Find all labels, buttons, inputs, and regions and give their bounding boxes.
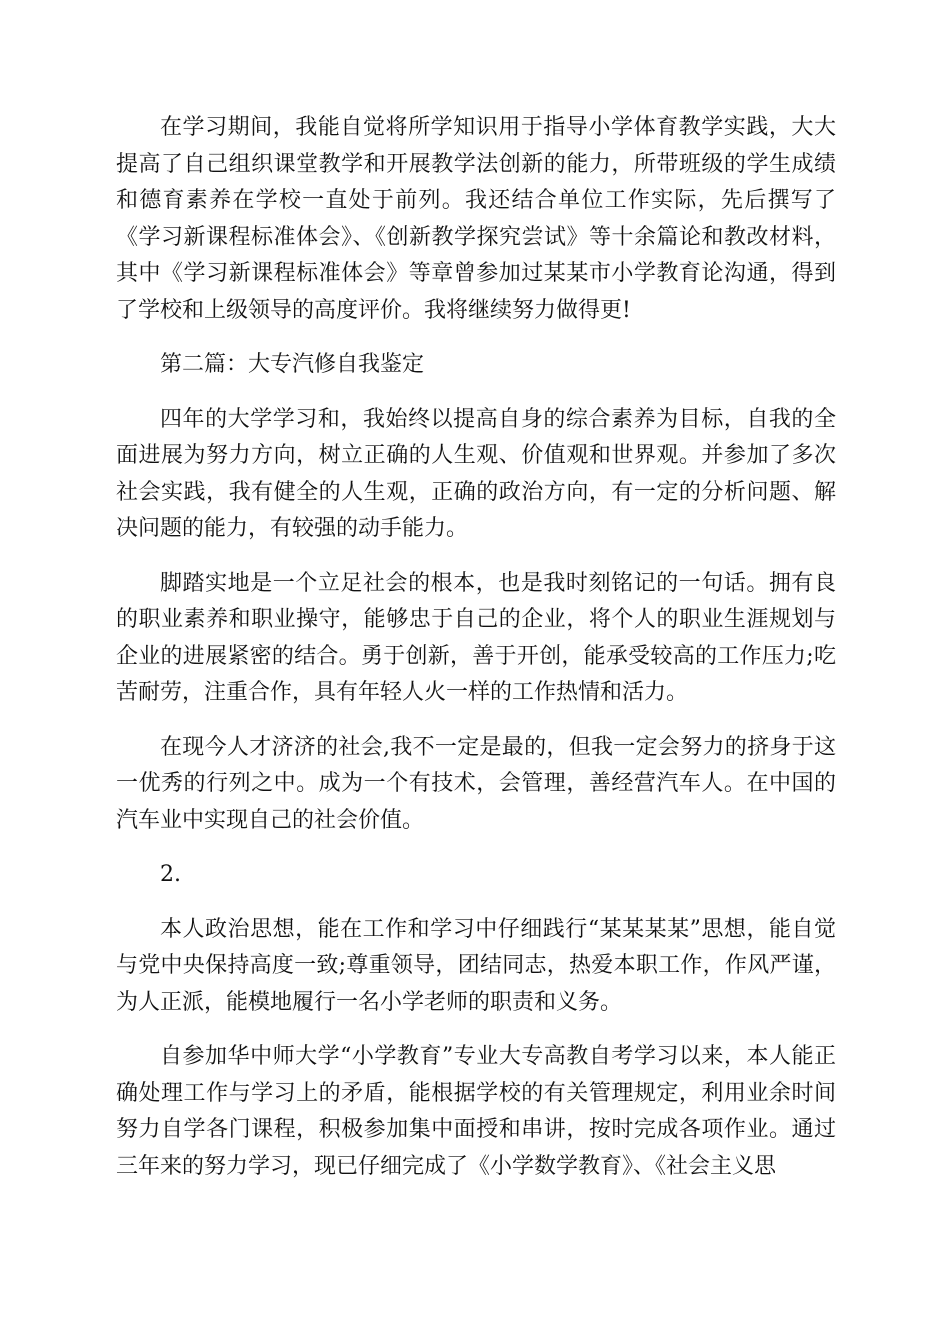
document-page	[116, 110, 836, 1185]
section-number-2: 2.	[160, 862, 181, 887]
paragraph-professional-attitude: 脚踏实地是一个立足社会的根本，也是我时刻铭记的一句话。拥有良的职业素养和职业操守，能够忠于自己的企业，将个人的职业生涯规划与企业的进展紧密的结合。勇于创新，善于开创，能承受较高的工作压力;吃苦耐劳，注重合作，具有年轻人火一样的工作热情和活力。	[116, 570, 836, 705]
paragraph-career-aspiration: 在现今人才济济的社会,我不一定是最的，但我一定会努力的挤身于这一优秀的行列之中。成为一个有技术，会管理，善经营汽车人。在中国的汽车业中实现自己的社会价值。	[116, 734, 836, 833]
paragraph-self-study: 自参加华中师大学“小学教育”专业大专高教自考学习以来，本人能正确处理工作与学习上的矛盾，能根据学校的有关管理规定，利用业余时间努力自学各门课程，积极参加集中面授和串讲，按时完成各项作业。通过三年来的努力学习，现已仔细完成了《小学数学教育》、《社会主义思	[116, 1044, 836, 1179]
paragraph-university-goals: 四年的大学学习和，我始终以提高自身的综合素养为目标，自我的全面进展为努力方向，树立正确的人生观、价值观和世界观。并参加了多次社会实践，我有健全的人生观，正确的政治方向，有一定的分析问题、解决问题的能力，有较强的动手能力。	[116, 406, 836, 541]
paragraph-political-thought: 本人政治思想，能在工作和学习中仔细践行“某某某某”思想，能自觉与党中央保持高度一致;尊重领导，团结同志，热爱本职工作，作风严谨，为人正派，能模地履行一名小学老师的职责和义务。	[116, 916, 836, 1015]
section-heading-second: 第二篇：大专汽修自我鉴定	[160, 352, 425, 377]
paragraph-study-achievements: 在学习期间，我能自觉将所学知识用于指导小学体育教学实践，大大提高了自己组织课堂教学和开展教学法创新的能力，所带班级的学生成绩和德育素养在学校一直处于前列。我还结合单位工作实际，先后撰写了《学习新课程标准体会》、《创新教学探究尝试》等十余篇论和教改材料，其中《学习新课程标准体会》等章曾参加过某某市小学教育论沟通，得到了学校和上级领导的高度评价。我将继续努力做得更!	[116, 115, 836, 323]
